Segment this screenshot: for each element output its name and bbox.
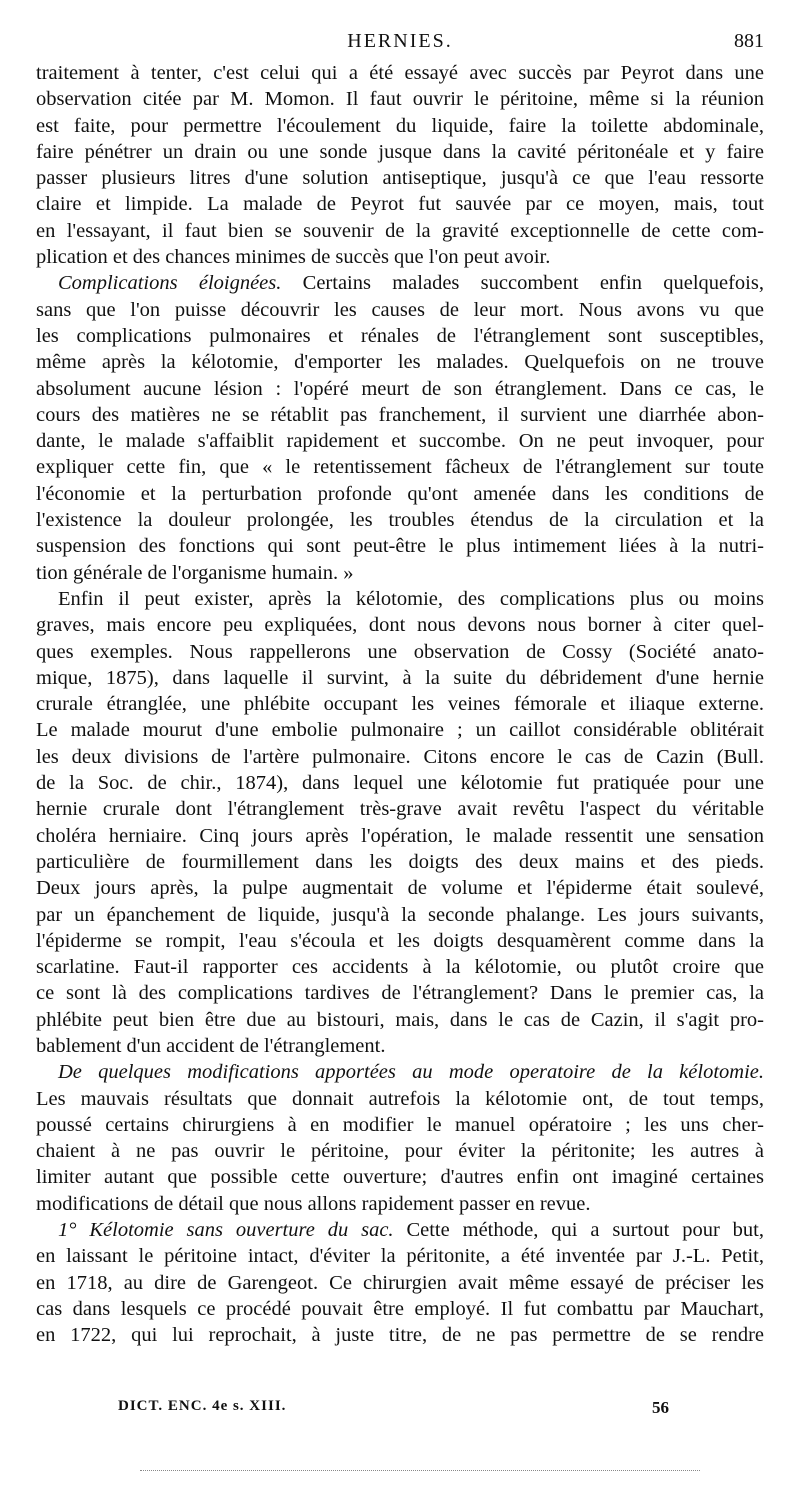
text-line: même après la kélotomie, d'emporter les malades. Quelquefois on ne trouve [36,351,764,374]
text-line: observation citée par M. Momon. Il faut ouvrir le péritoine, même si la réunion [36,88,764,111]
text-line: en 1718, au dire de Garengeot. Ce chirurgien avait même essayé de préciser les [36,1271,764,1294]
text-line: cours des matières ne se rétablit pas franchement, il survient une diarrhée abon- [36,403,764,426]
text-line: l'économie et la perturbation profonde qu'ont amenée dans les conditions de [36,482,764,505]
text-line: Enfin il peut exister, après la kélotomie, des complications plus ou moins [58,587,764,610]
text-line: faire pénétrer un drain ou une sonde jusque dans la cavité péritonéale et y faire [36,140,764,163]
text-run: Certains malades succombent enfin quelquefois, [302,272,764,295]
text-line: plication et des chances minimes de succès que l'on peut avoir. [36,246,551,269]
text-line: ce sont là des complications tardives de l'étranglement? Dans le premier cas, la [36,982,764,1005]
running-header [36,30,764,60]
text-line: l'existence la douleur prolongée, les troubles étendus de la circulation et la [36,509,764,532]
section-heading: Complications éloignées. [58,272,282,295]
text-line: expliquer cette fin, que « le retentissement fâcheux de l'étranglement sur toute [36,456,764,479]
text-line: sans que l'on puisse découvrir les causes de leur mort. Nous avons vu que [36,298,764,321]
text-line: cas dans lesquels ce procédé pouvait être employé. Il fut combattu par Mauchart, [36,1297,764,1320]
paragraph-first-line [36,1217,764,1243]
text-line: choléra herniaire. Cinq jours après l'opération, le malade ressentit une sensation [36,824,764,847]
text-line: phlébite peut bien être due au bistouri, mais, dans le cas de Cazin, il s'agit pro- [36,1008,764,1031]
text-line: crurale étranglée, une phlébite occupant les veines fémorale et iliaque externe. [36,693,764,716]
text-line: claire et limpide. La malade de Peyrot fut sauvée par ce moyen, mais, tout [36,193,764,216]
text-line: en 1722, qui lui reprochait, à juste titre, de ne pas permettre de se rendre [36,1324,764,1347]
text-line: graves, mais encore peu expliquées, dont nous devons nous borner à citer quel- [36,614,764,637]
text-line: particulière de fourmillement dans les doigts des deux mains et des pieds. [36,850,764,873]
text-line: les deux divisions de l'artère pulmonaire. Citons encore le cas de Cazin (Bull. [36,745,764,768]
text-line: tion générale de l'organisme humain. » [36,561,354,584]
sheet-number: 56 [652,1398,669,1417]
text-line: ques exemples. Nous rappellerons une observation de Cossy (Société anato- [36,640,764,663]
text-line: mique, 1875), dans laquelle il survint, à la suite du débridement d'une hernie [36,666,764,689]
text-line: l'épiderme se rompit, l'eau s'écoula et les doigts desquamèrent comme dans la [36,929,764,952]
text-line: Le malade mourut d'une embolie pulmonaire ; un caillot considérable oblitérait [36,719,764,742]
text-line: Les mauvais résultats que donnait autrefois la kélotomie ont, de tout temps, [36,1087,764,1110]
section-heading: 1° Kélotomie sans ouverture du sac. [58,1219,394,1242]
text-line: poussé certains chirurgiens à en modifier le manuel opératoire ; les uns cher- [36,1113,764,1136]
text-line: en laissant le péritoine intact, d'éviter la péritonite, a été inventée par J.-L. Petit, [36,1245,764,1268]
signature-mark: DICT. ENC. 4e s. XIII. [118,1398,287,1414]
text-line: bablement d'un accident de l'étranglement. [36,1034,386,1057]
text-line: dante, le malade s'affaiblit rapidement et succombe. On ne peut invoquer, pour [36,430,764,453]
text-line: en l'essayant, il faut bien se souvenir de la gravité exceptionnelle de cette com- [36,219,764,242]
text-line: passer plusieurs litres d'une solution antiseptique, jusqu'à ce que l'eau ressorte [36,167,764,190]
text-run: Cette méthode, qui a surtout pour but, [406,1219,764,1242]
bottom-dotted-rule [140,1470,700,1472]
text-line: limiter autant que possible cette ouverture; d'autres enfin ont imaginé certaines [36,1166,764,1189]
text-line: les complications pulmonaires et rénales de l'étranglement sont susceptibles, [36,324,764,347]
paragraph-first-line [36,270,764,296]
page-footer [36,1398,764,1422]
text-line: scarlatine. Faut-il rapporter ces accidents à la kélotomie, ou plutôt croire que [36,956,764,979]
text-line: chaient à ne pas ouvrir le péritoine, pour éviter la péritonite; les autres à [36,1140,764,1163]
text-line: modifications de détail que nous allons rapidement passer en revue. [36,1192,591,1215]
page-number: 881 [734,30,764,52]
page-body [36,60,764,1349]
running-title: HERNIES. [347,30,453,52]
text-line: de la Soc. de chir., 1874), dans lequel une kélotomie fut pratiquée pour une [36,772,764,795]
text-line: traitement à tenter, c'est celui qui a été essayé avec succès par Peyrot dans une [36,62,764,84]
text-line: hernie crurale dont l'étranglement très-grave avait revêtu l'aspect du véritable [36,798,764,821]
section-heading: De quelques modifications apportées au mode operatoire de la kélotomie. [58,1061,764,1084]
text-line: par un épanchement de liquide, jusqu'à la seconde phalange. Les jours suivants, [36,903,764,926]
text-line: suspension des fonctions qui sont peut-être le plus intimement liées à la nutri- [36,535,764,558]
text-line: Deux jours après, la pulpe augmentait de volume et l'épiderme était soulevé, [36,877,764,900]
text-line: est faite, pour permettre l'écoulement du liquide, faire la toilette abdominale, [36,114,764,137]
text-line: absolument aucune lésion : l'opéré meurt de son étranglement. Dans ce cas, le [36,377,764,400]
